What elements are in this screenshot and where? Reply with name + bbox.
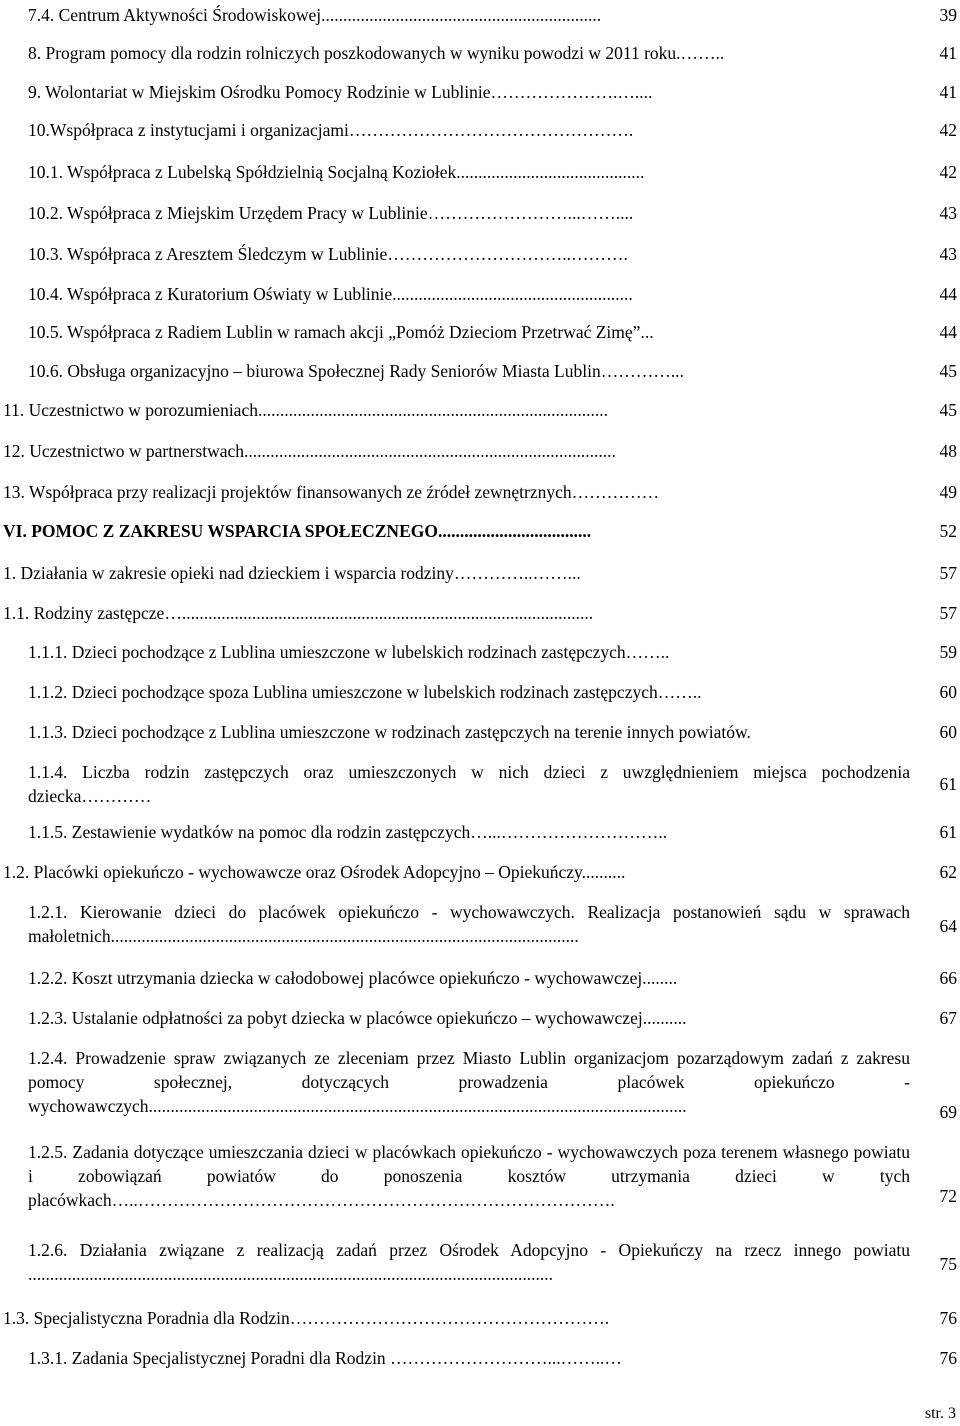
toc-entry-title: 1. Działania w zakresie opieki nad dzieckiem i wsparcia rodziny…………..……... xyxy=(3,563,581,583)
toc-entry-title: 1.1.1. Dzieci pochodzące z Lublina umieszczone w lubelskich rodzinach zastępczych…….. xyxy=(28,642,670,662)
toc-entry-page: 67 xyxy=(939,1008,957,1028)
toc-entry-page: 61 xyxy=(939,822,957,842)
toc-entry-title: 1.1.5. Zestawienie wydatków na pomoc dla rodzin zastępczych…...……………………….. xyxy=(28,822,668,842)
toc-entry-title: 10.3. Współpraca z Aresztem Śledczym w Lublinie…………………………..………. xyxy=(28,244,628,264)
toc-entry-title: 1.2. Placówki opiekuńczo - wychowawcze oraz Ośrodek Adopcyjno – Opiekuńczy.......... xyxy=(3,862,626,882)
toc-entry-page: 61 xyxy=(939,774,957,794)
toc-entry-page: 42 xyxy=(939,162,957,182)
toc-entry-page: 43 xyxy=(939,203,957,223)
toc-entry-title: 10.2. Współpraca z Miejskim Urzędem Pracy w Lublinie……………………...…….... xyxy=(28,203,634,223)
toc-entry-page: 57 xyxy=(939,603,957,623)
toc-entry-page: 41 xyxy=(939,43,957,63)
toc-entry-page: 39 xyxy=(939,5,957,25)
toc-entry-title: 1.3.1. Zadania Specjalistycznej Poradni dla Rodzin ………………………...……..… xyxy=(28,1348,622,1368)
toc-entry-page: 76 xyxy=(939,1348,957,1368)
page-number-footer: str. 3 xyxy=(924,1405,956,1422)
toc-entry-page: 41 xyxy=(939,82,957,102)
toc-entry-title: 10.1. Współpraca z Lubelską Spółdzielnią Socjalną Koziołek........................................... xyxy=(28,162,645,182)
toc-entry-title: 10.6. Obsługa organizacyjno – biurowa Społecznej Rady Seniorów Miasta Lublin…………... xyxy=(28,361,684,381)
toc-entry-title: 12. Uczestnictwo w partnerstwach..................................................................................... xyxy=(3,441,616,461)
toc-entry-title: 7.4. Centrum Aktywności Środowiskowej................................................................ xyxy=(28,5,602,25)
toc-entry-title: 11. Uczestnictwo w porozumieniach................................................................................ xyxy=(3,400,608,420)
toc-entry-page: 66 xyxy=(939,968,957,988)
toc-entry-page: 60 xyxy=(939,722,957,742)
toc-entry-page: 69 xyxy=(939,1102,957,1122)
toc-entry-title: 10.4. Współpraca z Kuratorium Oświaty w Lublinie....................................................... xyxy=(28,284,633,304)
toc-entry-title: 10.Współpraca z instytucjami i organizacjami…………………………………………. xyxy=(28,120,634,140)
toc-entry-page: 75 xyxy=(939,1254,957,1274)
toc-entry-title: 8. Program pomocy dla rodzin rolniczych poszkodowanych w wyniku powodzi w 2011 roku.…….. xyxy=(28,43,725,63)
toc-entry-page: 72 xyxy=(939,1186,957,1206)
toc-entry-title: 1.2.1. Kierowanie dzieci do placówek opiekuńczo - wychowawczych. Realizacja postanowień sądu w sprawach małoletnich........................................................................................................... xyxy=(28,902,910,946)
toc-entry-page: 60 xyxy=(939,682,957,702)
toc-entry-page: 44 xyxy=(939,322,957,342)
toc-entry-page: 48 xyxy=(939,441,957,461)
toc-entry-title: 1.1.4. Liczba rodzin zastępczych oraz umieszczonych w nich dzieci z uwzględnieniem miejsca pochodzenia dziecka………… xyxy=(28,762,910,806)
toc-entry-title: 1.1.3. Dzieci pochodzące z Lublina umieszczone w rodzinach zastępczych na terenie innych powiatów. xyxy=(28,722,751,742)
toc-entry-page: 62 xyxy=(939,862,957,882)
toc-entry-page: 52 xyxy=(939,521,957,541)
toc-entry-page: 42 xyxy=(939,120,957,140)
toc-entry-page: 64 xyxy=(939,916,957,936)
toc-entry-title: VI. POMOC Z ZAKRESU WSPARCIA SPOŁECZNEGO................................... xyxy=(3,521,592,541)
toc-entry-title: 1.1. Rodziny zastępcze….............................................................................................. xyxy=(3,603,594,623)
toc-entry-title: 1.2.5. Zadania dotyczące umieszczania dzieci w placówkach opiekuńczo - wychowawczych poza terenem własnego powiatu i zobowiązań powiatów do ponoszenia kosztów utrzymania dzieci w tych placówkach…..………………………………………………………………………. xyxy=(28,1142,910,1210)
toc-entry-page: 57 xyxy=(939,563,957,583)
toc-entry-title: 1.2.6. Działania związane z realizacją zadań przez Ośrodek Adopcyjno - Opiekuńczy na rzecz innego powiatu ........................................................................................................................ xyxy=(28,1240,910,1284)
toc-entry-title: 1.2.4. Prowadzenie spraw związanych ze zleceniam przez Miasto Lublin organizacjom pozarządowym zadań z zakresu pomocy społecznej, dotyczących prowadzenia placówek opiekuńczo - wychowawczych........................................................................................................................... xyxy=(28,1048,910,1116)
toc-entry-page: 43 xyxy=(939,244,957,264)
toc-entry-page: 76 xyxy=(939,1308,957,1328)
toc-entry-page: 44 xyxy=(939,284,957,304)
toc-entry-title: 9. Wolontariat w Miejskim Ośrodku Pomocy Rodzinie w Lublinie………………….….... xyxy=(28,82,653,102)
toc-entry-page: 45 xyxy=(939,400,957,420)
toc-entry-title: 1.1.2. Dzieci pochodzące spoza Lublina umieszczone w lubelskich rodzinach zastępczych…….. xyxy=(28,682,702,702)
toc-entry-title: 1.3. Specjalistyczna Poradnia dla Rodzin………………………………………………. xyxy=(3,1308,610,1328)
toc-entry-page: 45 xyxy=(939,361,957,381)
toc-entry-title: 10.5. Współpraca z Radiem Lublin w ramach akcji „Pomóż Dzieciom Przetrwać Zimę”... xyxy=(28,322,654,342)
toc-entry-title: 1.2.2. Koszt utrzymania dziecka w całodobowej placówce opiekuńczo - wychowawczej........ xyxy=(28,968,678,988)
toc-entry-title: 13. Współpraca przy realizacji projektów finansowanych ze źródeł zewnętrznych…………… xyxy=(3,482,660,502)
toc-entry-page: 59 xyxy=(939,642,957,662)
toc-entry-page: 49 xyxy=(939,482,957,502)
toc-entry-title: 1.2.3. Ustalanie odpłatności za pobyt dziecka w placówce opiekuńczo – wychowawczej.......... xyxy=(28,1008,687,1028)
